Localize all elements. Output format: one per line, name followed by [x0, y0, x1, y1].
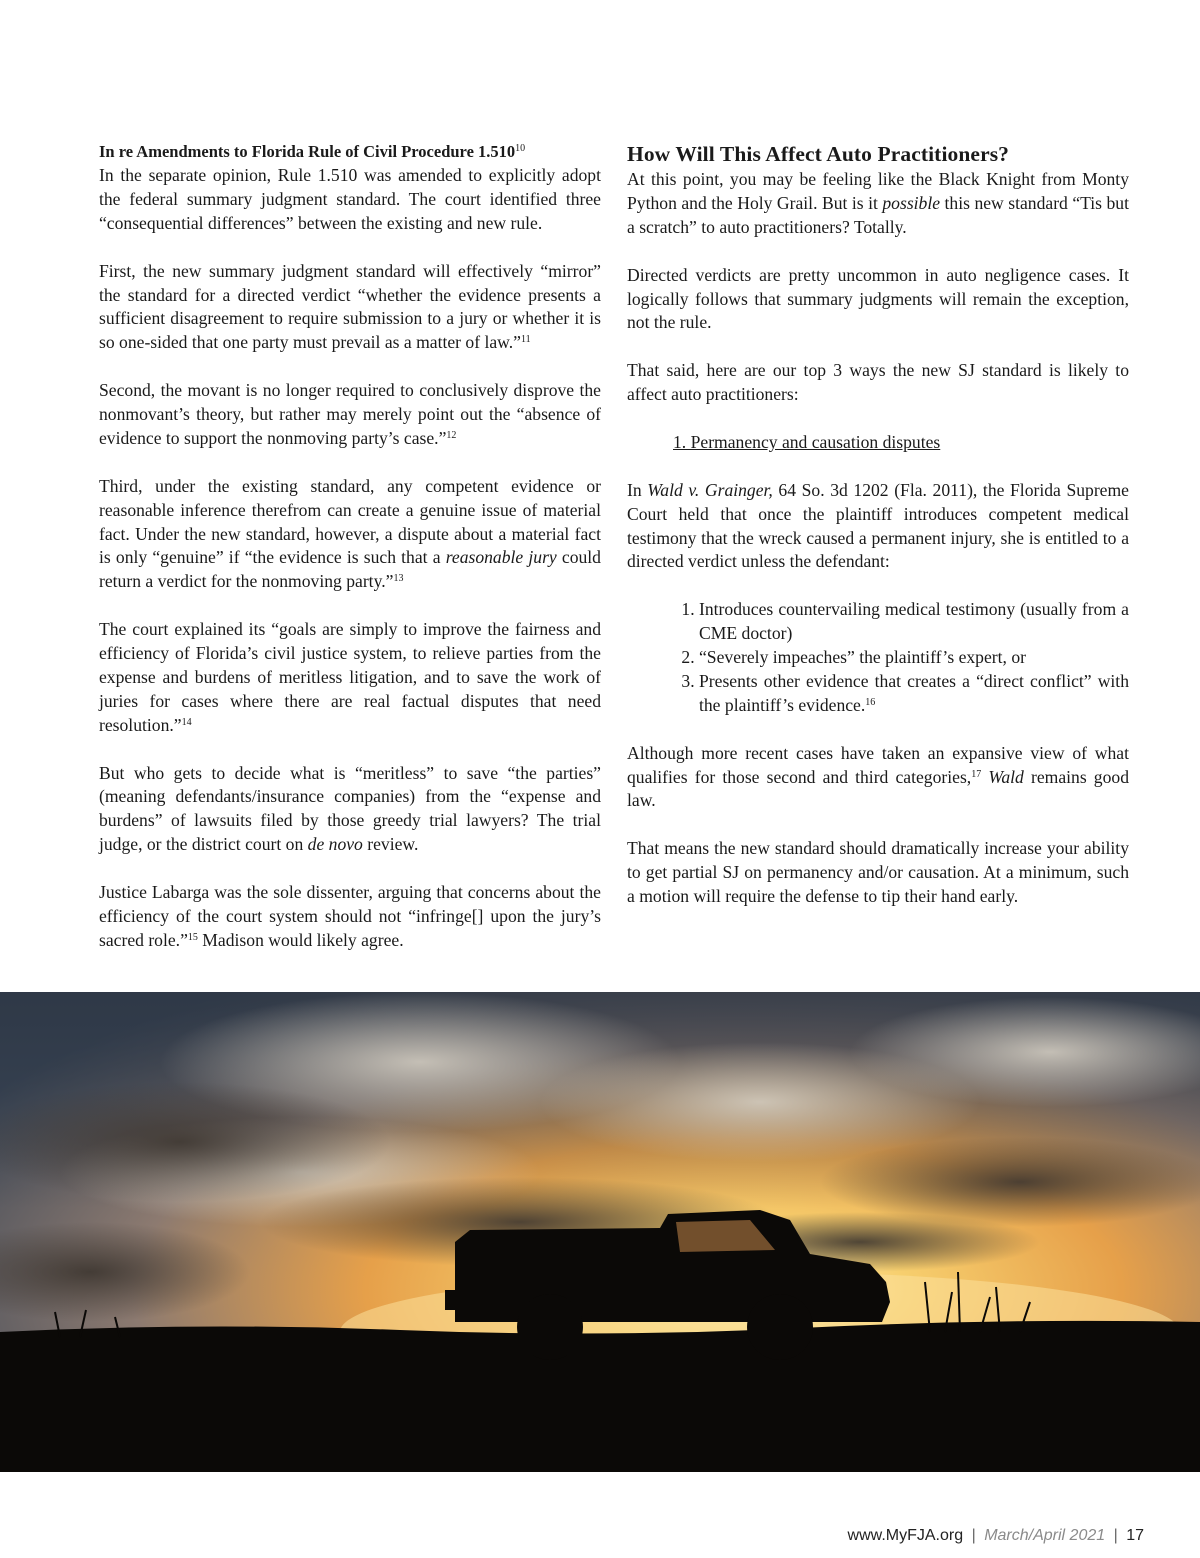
site-link[interactable]: www.MyFJA.org [847, 1527, 964, 1544]
footnote-ref: 14 [181, 716, 192, 728]
right-paragraph-3: That said, here are our top 3 ways the new SJ standard is likely to affect auto practitioners: [627, 360, 1129, 405]
footer-separator: | [971, 1527, 976, 1544]
numbered-subheading: 1. Permanency and causation disputes [673, 431, 941, 452]
sunset-truck-photo [0, 992, 1200, 1472]
footnote-ref: 11 [520, 334, 531, 346]
list-item: 2. “Severely impeaches” the plaintiff’s expert, or [699, 646, 1129, 670]
footer-separator: | [1113, 1527, 1118, 1544]
left-paragraph-7: Justice Labarga was the sole dissenter, arguing that concerns about the efficiency of the court system should not “infringe[] upon the jury’s sacred role.”$^{15}$ Madison would likely agree. [99, 882, 601, 950]
issue-date: March/April 2021 [984, 1527, 1106, 1544]
left-paragraph-3: Second, the movant is no longer required to conclusively disprove the nonmovant’s theory, but rather may merely point out the “absence of evidence to support the nonmoving party’s case.”$^{12}$ [99, 380, 601, 448]
article-heading: How Will This Affect Auto Practitioners? [627, 142, 1010, 166]
left-paragraph-2: First, the new summary judgment standard will effectively “mirror” the standard for a directed verdict “whether the evidence presents a sufficient disagreement to require submission to a jury or whether it is so one-sided that one party must prevail as a matter of law.”$^{11}$ [99, 260, 601, 353]
footnote-ref: 10 [515, 143, 526, 154]
right-paragraph-5: Although more recent cases have taken an expansive view of what qualifies for those second and third categories,$^{17}$ Wald remains good law. [627, 742, 1129, 811]
left-paragraph-1: In the separate opinion, Rule 1.510 was amended to explicitly adopt the federal summary judgment standard. The court identified three “consequential differences” between the existing and new rule. [99, 165, 601, 233]
right-paragraph-4: In Wald v. Grainger, 64 So. 3d 1202 (Fla. 2011), the Florida Supreme Court held that once the plaintiff introduces competent medical testimony that the wreck caused a permanent injury, she is entitled to a directed verdict unless the defendant: [627, 479, 1129, 572]
footnote-ref: 12 [446, 429, 457, 441]
left-paragraph-5: The court explained its “goals are simply to improve the fairness and efficiency of Florida’s civil justice system, to relieve parties from the expense and burdens of meritless litigation, and to save the work of juries for cases where there are real factual disputes that need resolution.”$^{14}$ [99, 619, 601, 735]
footnote-ref: 16 [865, 696, 876, 708]
exceptions-list [627, 598, 1129, 718]
footnote-ref: 17 [971, 768, 982, 780]
left-section-heading: In re Amendments to Florida Rule of Civil Procedure 1.510$^{10}$ [99, 142, 526, 161]
left-column [99, 140, 601, 977]
list-item: 3. Presents other evidence that creates a “direct conflict” with the plaintiff’s evidence.$^{16}$ [699, 670, 1129, 718]
page-footer [848, 1527, 1144, 1545]
left-paragraph-6: But who gets to decide what is “meritless” to save “the parties” (meaning defendants/insurance companies) from the “expense and burdens” of lawsuits filed by those greedy trial lawyers? The trial judge, or the district court on de novo review. [99, 762, 601, 855]
left-paragraph-4: Third, under the existing standard, any competent evidence or reasonable inference therefrom can create a genuine issue of material fact. Under the new standard, however, a dispute about a material fact is only “genuine” if “the evidence is such that a reasonable jury could return a verdict for the nonmoving party.”$^{13}$ [99, 475, 601, 592]
footnote-ref: 15 [187, 931, 198, 943]
right-paragraph-2: Directed verdicts are pretty uncommon in auto negligence cases. It logically follows that summary judgments will remain the exception, not the rule. [627, 264, 1129, 333]
right-paragraph-6: That means the new standard should dramatically increase your ability to get partial SJ on permanency and/or causation. At a minimum, such a motion will require the defense to tip their hand early. [627, 838, 1129, 907]
page-number: 17 [1126, 1527, 1144, 1544]
right-paragraph-1: At this point, you may be feeling like the Black Knight from Monty Python and the Holy Grail. But is it possible this new standard “Tis but a scratch” to auto practitioners? Totally. [627, 169, 1129, 237]
list-item: 1. Introduces countervailing medical testimony (usually from a CME doctor) [699, 598, 1129, 646]
right-column [627, 140, 1129, 933]
footnote-ref: 13 [393, 573, 404, 585]
